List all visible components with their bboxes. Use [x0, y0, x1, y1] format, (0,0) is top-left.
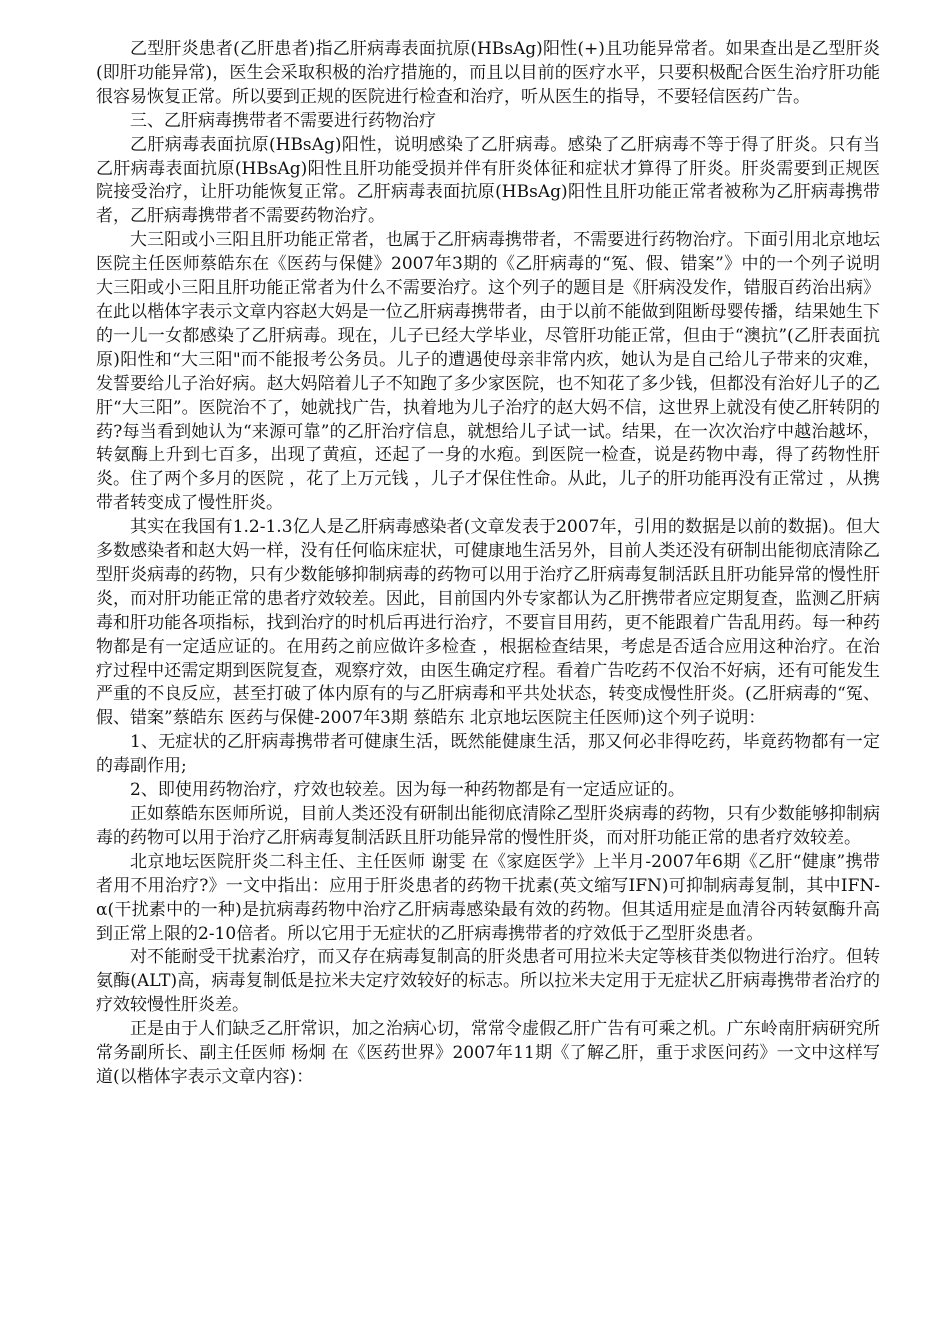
document-page: [96, 38, 880, 1090]
paragraph-lamivudine: 对不能耐受干扰素治疗，而又存在病毒复制高的肝炎患者可用拉米夫定等核苷类似物进行治疗。但转氨酶(ALT)高，病毒复制低是拉米夫定疗效较好的标志。所以拉米夫定用于无症状乙肝病毒携带者治疗的疗效较慢性肝炎差。: [96, 947, 880, 1016]
list-item-point-2: 2、即使用药物治疗，疗效也较差。因为每一种药物都是有一定适应证的。: [130, 780, 685, 801]
list-item-point-1: 1、无症状的乙肝病毒携带者可健康生活，既然能健康生活，那又何必非得吃药，毕竟药物都有一定的毒副作用;: [96, 732, 880, 777]
paragraph-interferon: 北京地坛医院肝炎二科主任、主任医师 谢雯 在《家庭医学》上半月-2007年6期《乙肝“健康”携带者用不用治疗?》一文中指出：应用于肝炎患者的药物干扰素(英文缩写IFN)可抑制病毒复制，其中IFN-α(干扰素中的一种)是抗病毒药物中治疗乙肝病毒感染最有效的药物。但其适用症是血清谷丙转氨酶升高到正常上限的2-10倍者。所以它用于无症状的乙肝病毒携带者的疗效低于乙型肝炎患者。: [96, 851, 880, 944]
paragraph-hepatitis-b-patients: 乙型肝炎患者(乙肝患者)指乙肝病毒表面抗原(HBsAg)阳性(+)且功能异常者。如果查出是乙型肝炎(即肝功能异常)，医生会采取积极的治疗措施的，而且以目前的医疗水平，只要积极配合医生治疗肝功能很容易恢复正常。所以要到正规的医院进行检查和治疗，听从医生的指导，不要轻信医药广告。: [96, 39, 880, 107]
paragraph-cai-haodong-quote: 正如蔡皓东医师所说，目前人类还没有研制出能彻底清除乙型肝炎病毒的药物，只有少数能够抑制病毒的药物可以用于治疗乙肝病毒复制活跃且肝功能异常的慢性肝炎，而对肝功能正常的患者疗效较差。: [96, 804, 880, 848]
section-heading-carriers: 三、乙肝病毒携带者不需要进行药物治疗: [130, 110, 436, 131]
paragraph-infected-population: 其实在我国有1.2-1.3亿人是乙肝病毒感染者(文章发表于2007年，引用的数据是以前的数据)。但大多数感染者和赵大妈一样，没有任何临床症状，可健康地生活另外，目前人类还没有研制出能彻底清除乙型肝炎病毒的药物，只有少数能够抑制病毒的药物可以用于治疗乙肝病毒复制活跃且肝功能异常的慢性肝炎，而对肝功能正常的患者疗效较差。因此，目前国内外专家都认为乙肝携带者应定期复查，监测乙肝病毒和肝功能各项指标，找到治疗的时机后再进行治疗，不要盲目用药，更不能跟着广告乱用药。每一种药物都是有一定适应证的。在用药之前应做许多检查 ，根据检查结果，考虑是否适合应用这种治疗。在治疗过程中还需定期到医院复查，观察疗效，由医生确定疗程。看着广告吃药不仅治不好病，还有可能发生严重的不良反应，甚至打破了体内原有的与乙肝病毒和平共处状态，转变成慢性肝炎。(乙肝病毒的“冤、假、错案”蔡皓东 医药与保健-2007年3期 蔡皓东 北京地坛医院主任医师)这个列子说明：: [96, 517, 880, 729]
paragraph-big-three-positive-case: 大三阳或小三阳且肝功能正常者，也属于乙肝病毒携带者，不需要进行药物治疗。下面引用北京地坛医院主任医师蔡皓东在《医药与保健》2007年3期的《乙肝病毒的“冤、假、错案”》中的一个列子说明大三阳或小三阳且肝功能正常者为什么不需要治疗。这个列子的题目是《肝病没发作，错服百药治出病》在此以楷体字表示文章内容赵大妈是一位乙肝病毒携带者，由于以前不能做到阻断母婴传播，结果她生下的一儿一女都感染了乙肝病毒。现在，儿子已经大学毕业，尽管肝功能正常，但由于“澳抗”(乙肝表面抗原)阳性和“大三阳"而不能报考公务员。儿子的遭遇使母亲非常内疚，她认为是自己给儿子带来的灾难，发誓要给儿子治好病。赵大妈陪着儿子不知跑了多少家医院，也不知花了多少钱，但都没有治好儿子的乙肝“大三阳”。医院治不了，她就找广告，执着地为儿子治疗的赵大妈不信，这世界上就没有使乙肝转阴的药?每当看到她认为“来源可靠”的乙肝治疗信息，就想给儿子试一试。结果，在一次次治疗中越治越坏，转氨酶上升到七百多，出现了黄疸，还起了一身的水疱。到医院一检查，说是药物中毒，得了药物性肝炎。住了两个多月的医院 ，花了上万元钱 ，儿子才保住性命。从此，儿子的肝功能再没有正常过 ，从携带者转变成了慢性肝炎。: [96, 230, 880, 514]
paragraph-false-advertising: 正是由于人们缺乏乙肝常识，加之治病心切，常常令虚假乙肝广告有可乘之机。广东岭南肝病研究所常务副所长、副主任医师 杨炯 在《医药世界》2007年11期《了解乙肝，重于求医问药》一文中这样写道(以楷体字表示文章内容)：: [96, 1019, 880, 1087]
paragraph-hbsag-positive: 乙肝病毒表面抗原(HBsAg)阳性，说明感染了乙肝病毒。感染了乙肝病毒不等于得了肝炎。只有当乙肝病毒表面抗原(HBsAg)阳性且肝功能受损并伴有肝炎体征和症状才算得了肝炎。肝炎需要到正规医院接受治疗，让肝功能恢复正常。乙肝病毒表面抗原(HBsAg)阳性且肝功能正常者被称为乙肝病毒携带者，乙肝病毒携带者不需要药物治疗。: [96, 134, 880, 227]
